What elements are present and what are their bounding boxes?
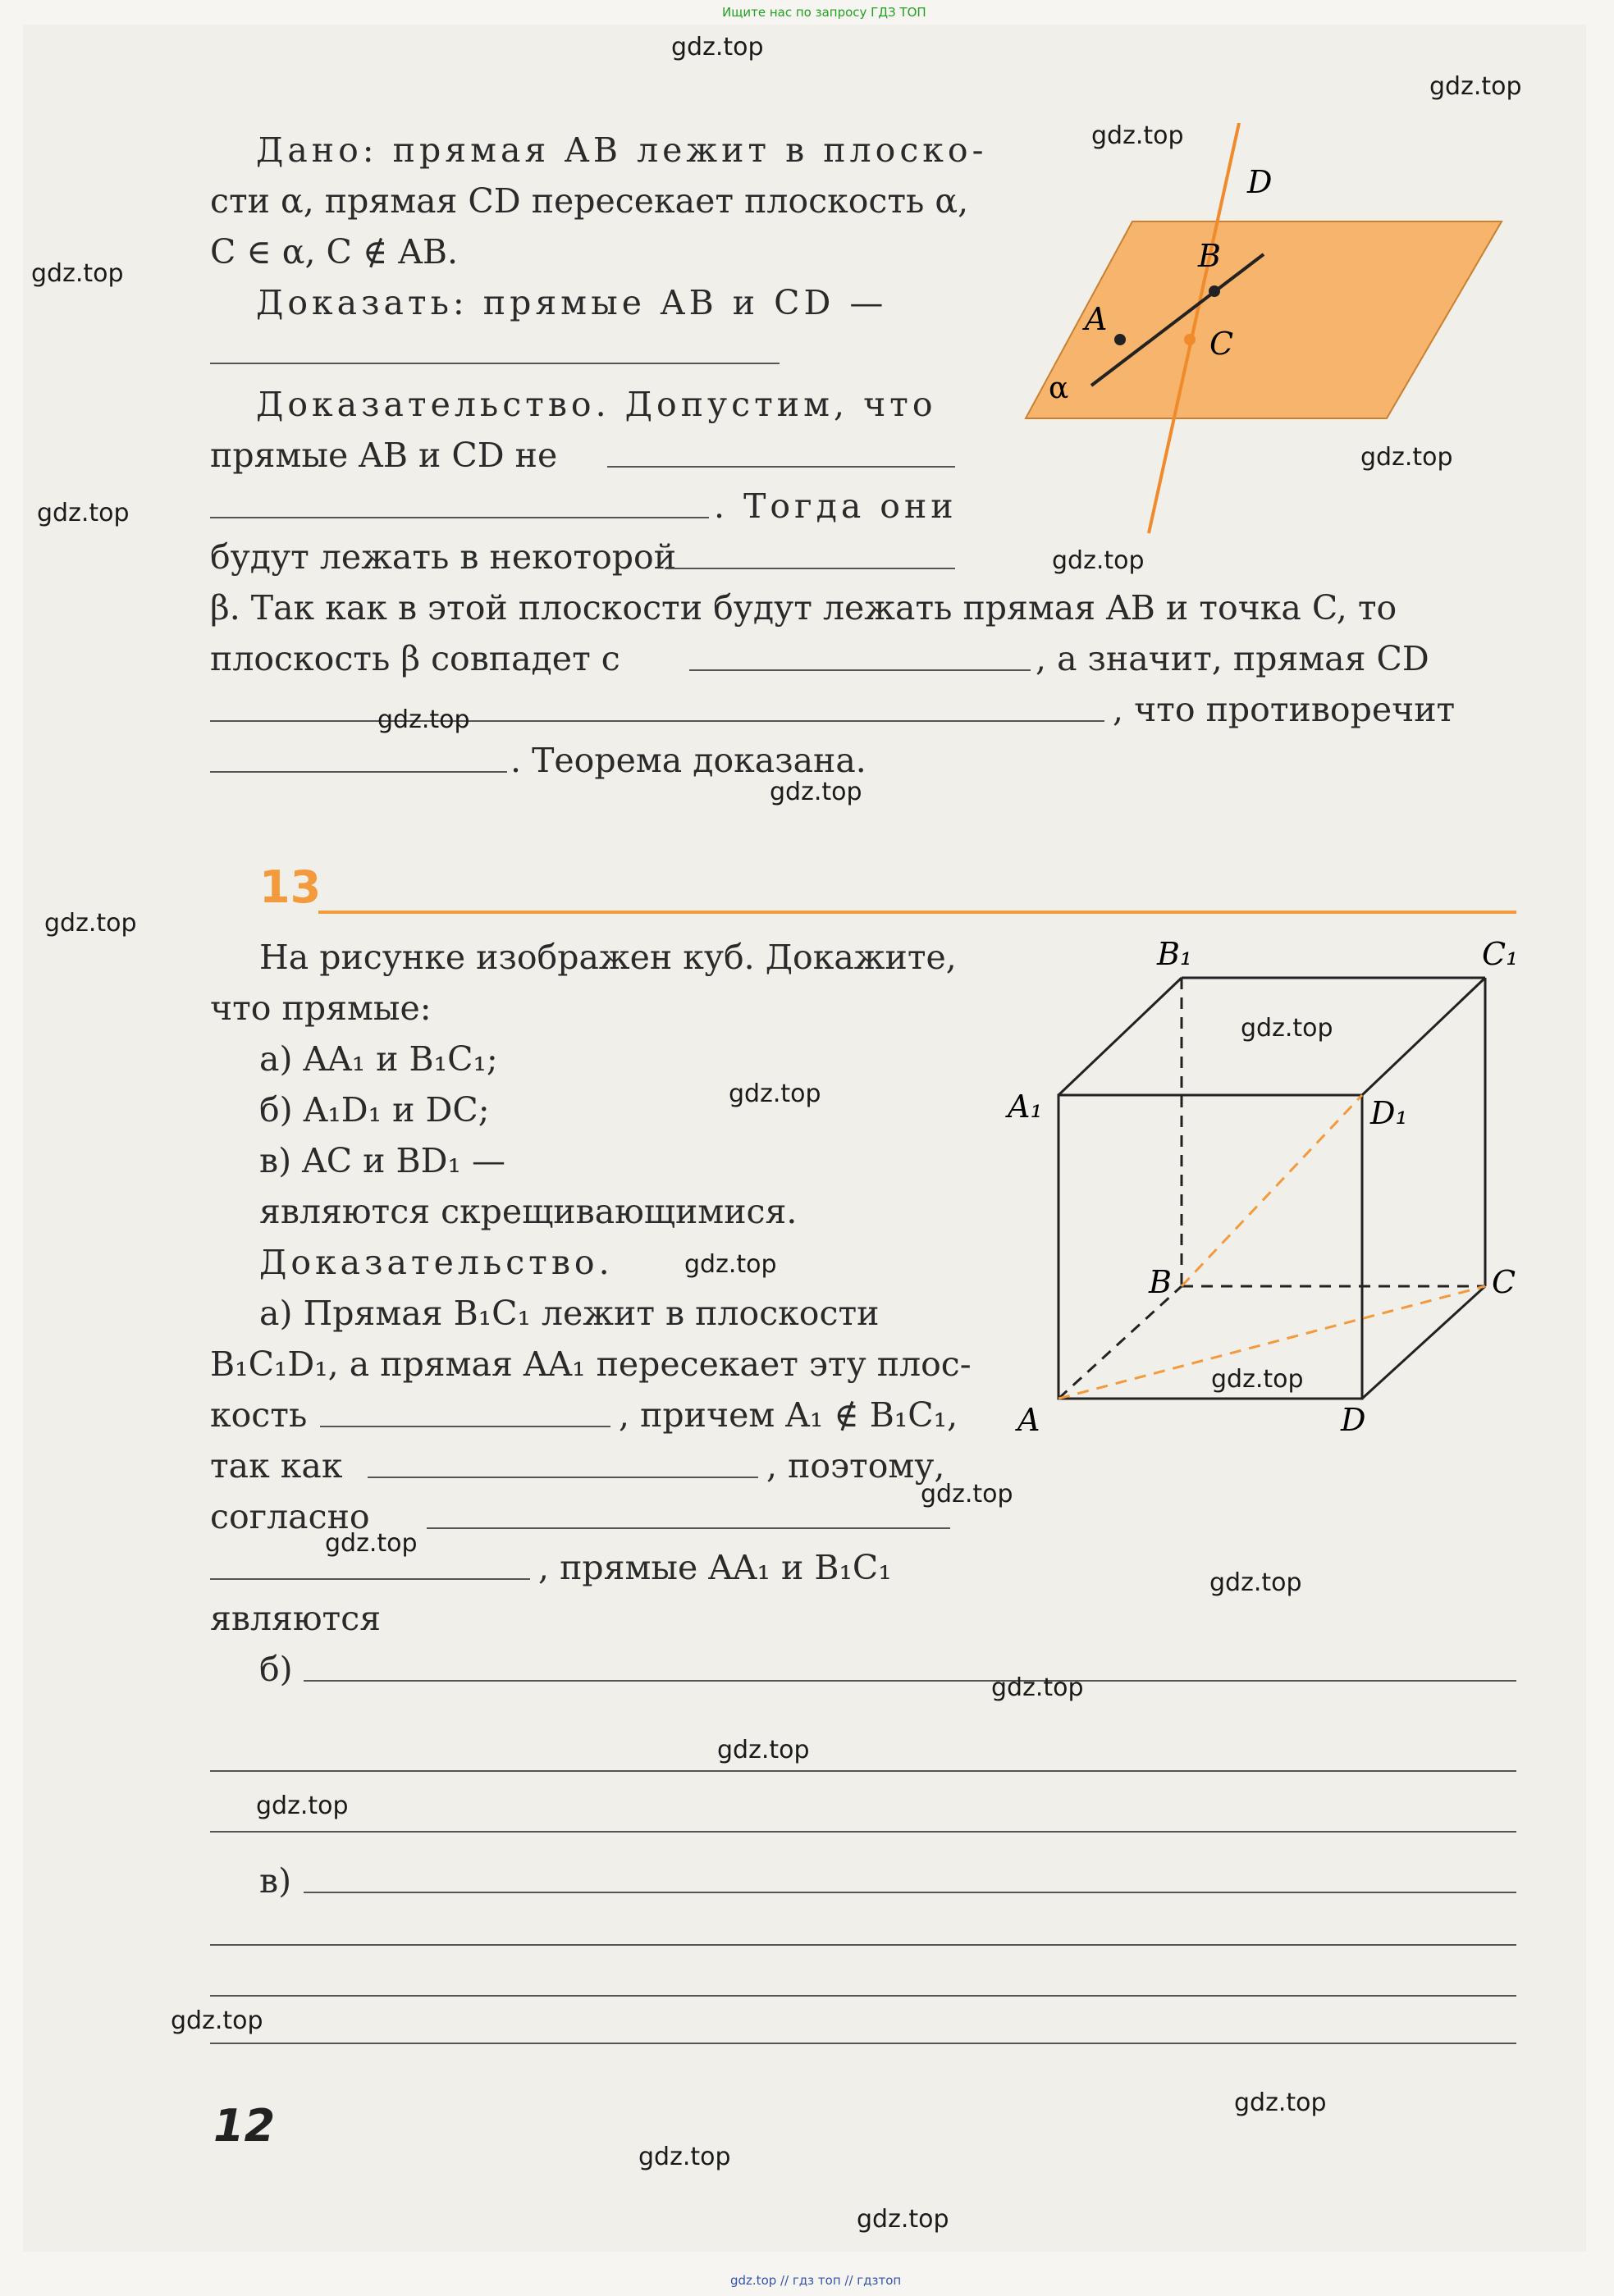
p13-blank-rule-7 [210,1831,1516,1833]
p12-blank-rule-7 [210,771,507,773]
p13-blank-rule-5 [304,1680,1516,1682]
p13-line-9: B₁C₁D₁, а прямая AA₁ пересекает эту плос- [210,1344,972,1384]
p12-line-14: . Теорема доказана. [510,741,866,780]
p13-blank-rule-6 [210,1770,1516,1772]
watermark: gdz.top [684,1250,777,1279]
watermark: gdz.top [1091,121,1184,150]
p13-line-13: , поэтому, [766,1446,945,1486]
label-d: D [1247,164,1273,200]
p12-line-9: будут лежать в некоторой [210,537,677,577]
p13-blank-rule-11 [210,2043,1516,2044]
watermark: gdz.top [770,778,862,806]
p13-line-10: кость [210,1395,308,1435]
p13-line-12: так как [210,1446,343,1486]
p12-line-11: плоскость β совпадет с [210,639,620,678]
p13-line-5: в) AC и BD₁ — [259,1141,505,1180]
watermark: gdz.top [377,705,470,734]
watermark: gdz.top [671,33,764,62]
p13-line-18: в) [259,1861,292,1901]
p13-line-15: , прямые AA₁ и B₁C₁ [538,1548,892,1587]
label-d1: D₁ [1370,1095,1408,1131]
p13-blank-rule-8 [304,1892,1516,1893]
label-c: C [1209,326,1234,362]
watermark: gdz.top [717,1736,810,1764]
point-c [1184,334,1196,345]
edge-a1b1 [1058,978,1182,1095]
p13-line-2: что прямые: [210,988,432,1028]
problem-13-number: 13 [259,861,322,913]
watermark: gdz.top [325,1529,418,1558]
p13-line-16: являются [210,1599,382,1638]
label-a1: A₁ [1008,1089,1043,1125]
p13-line-8: а) Прямая B₁C₁ лежит в плоскости [259,1294,880,1333]
label-a: A [1085,301,1108,337]
label-b1: B₁ [1157,936,1193,972]
p13-line-17: б) [259,1650,293,1689]
p13-blank-rule-10 [210,1995,1516,1997]
page-number: 12 [213,2100,276,2152]
p12-blank-rule-3 [210,517,709,518]
watermark: gdz.top [1360,443,1453,472]
p13-blank-rule-9 [210,1944,1516,1946]
watermark: gdz.top [1052,546,1145,575]
bottom-banner-watermark: gdz.top // гдз топ // гдзтоп [730,2273,902,2288]
p13-blank-rule-3 [427,1527,950,1529]
watermark: gdz.top [1234,2088,1327,2117]
p12-line-7: прямые AB и CD не [210,436,558,475]
p13-line-7: Доказательство. [259,1243,614,1282]
label-c1: C₁ [1482,936,1519,972]
p13-blank-rule-1 [320,1426,610,1427]
p12-line-1: Дано: прямая AB лежит в плоско- [256,130,988,170]
watermark: gdz.top [638,2143,731,2171]
p12-line-2: сти α, прямая CD пересекает плоскость α, [210,181,969,221]
p12-line-4: Доказать: прямые AB и CD — [256,283,888,322]
point-a [1114,334,1126,345]
watermark: gdz.top [1241,1014,1333,1043]
p12-line-10: β. Так как в этой плоскости будут лежать прямая AB и точка C, то [210,588,1397,628]
p12-blank-rule-4 [665,568,955,569]
p13-blank-rule-2 [368,1477,758,1478]
watermark: gdz.top [44,909,137,938]
watermark: gdz.top [1429,72,1522,101]
diagonal-bd1 [1182,1095,1362,1286]
top-banner-watermark: Ищите нас по запросу ГДЗ ТОП [722,5,926,20]
label-a: A [1017,1402,1040,1438]
p13-line-3: а) AA₁ и B₁C₁; [259,1039,498,1079]
watermark: gdz.top [1211,1365,1304,1394]
label-alpha: α [1049,372,1069,405]
watermark: gdz.top [991,1673,1084,1702]
watermark: gdz.top [857,2205,949,2234]
p12-line-3: C ∈ α, C ∉ AB. [210,232,459,272]
watermark: gdz.top [729,1080,821,1108]
p13-line-14: согласно [210,1497,370,1536]
label-d: D [1341,1402,1366,1438]
label-b: B [1198,238,1221,274]
watermark: gdz.top [37,499,130,527]
p12-line-13: , что противоречит [1113,690,1456,729]
p13-line-6: являются скрещивающимися. [259,1192,798,1231]
p13-blank-rule-4 [210,1578,530,1580]
problem-13-header-rule [318,911,1516,914]
cube-front-face [1058,1095,1362,1399]
watermark: gdz.top [31,259,124,288]
p12-line-6: Доказательство. Допустим, что [256,385,937,424]
p12-line-12: , а значит, прямая CD [1036,639,1429,678]
p13-line-11: , причем A₁ ∉ B₁C₁, [619,1395,958,1435]
watermark: gdz.top [921,1480,1013,1509]
edge-d1c1 [1362,978,1485,1095]
p12-blank-rule-6 [210,720,1104,722]
point-b [1209,285,1220,297]
p12-blank-rule-1 [210,363,780,364]
p13-line-4: б) A₁D₁ и DC; [259,1090,490,1130]
p12-blank-rule-2 [607,466,955,468]
p12-line-8: . Тогда они [714,486,958,526]
watermark: gdz.top [1209,1568,1302,1597]
label-c: C [1492,1264,1516,1300]
watermark: gdz.top [256,1792,349,1820]
plane-figure [1001,123,1526,541]
watermark: gdz.top [171,2006,263,2035]
p12-blank-rule-5 [689,669,1031,671]
p13-line-1: На рисунке изображен куб. Докажите, [259,938,957,977]
label-b: B [1149,1264,1172,1300]
